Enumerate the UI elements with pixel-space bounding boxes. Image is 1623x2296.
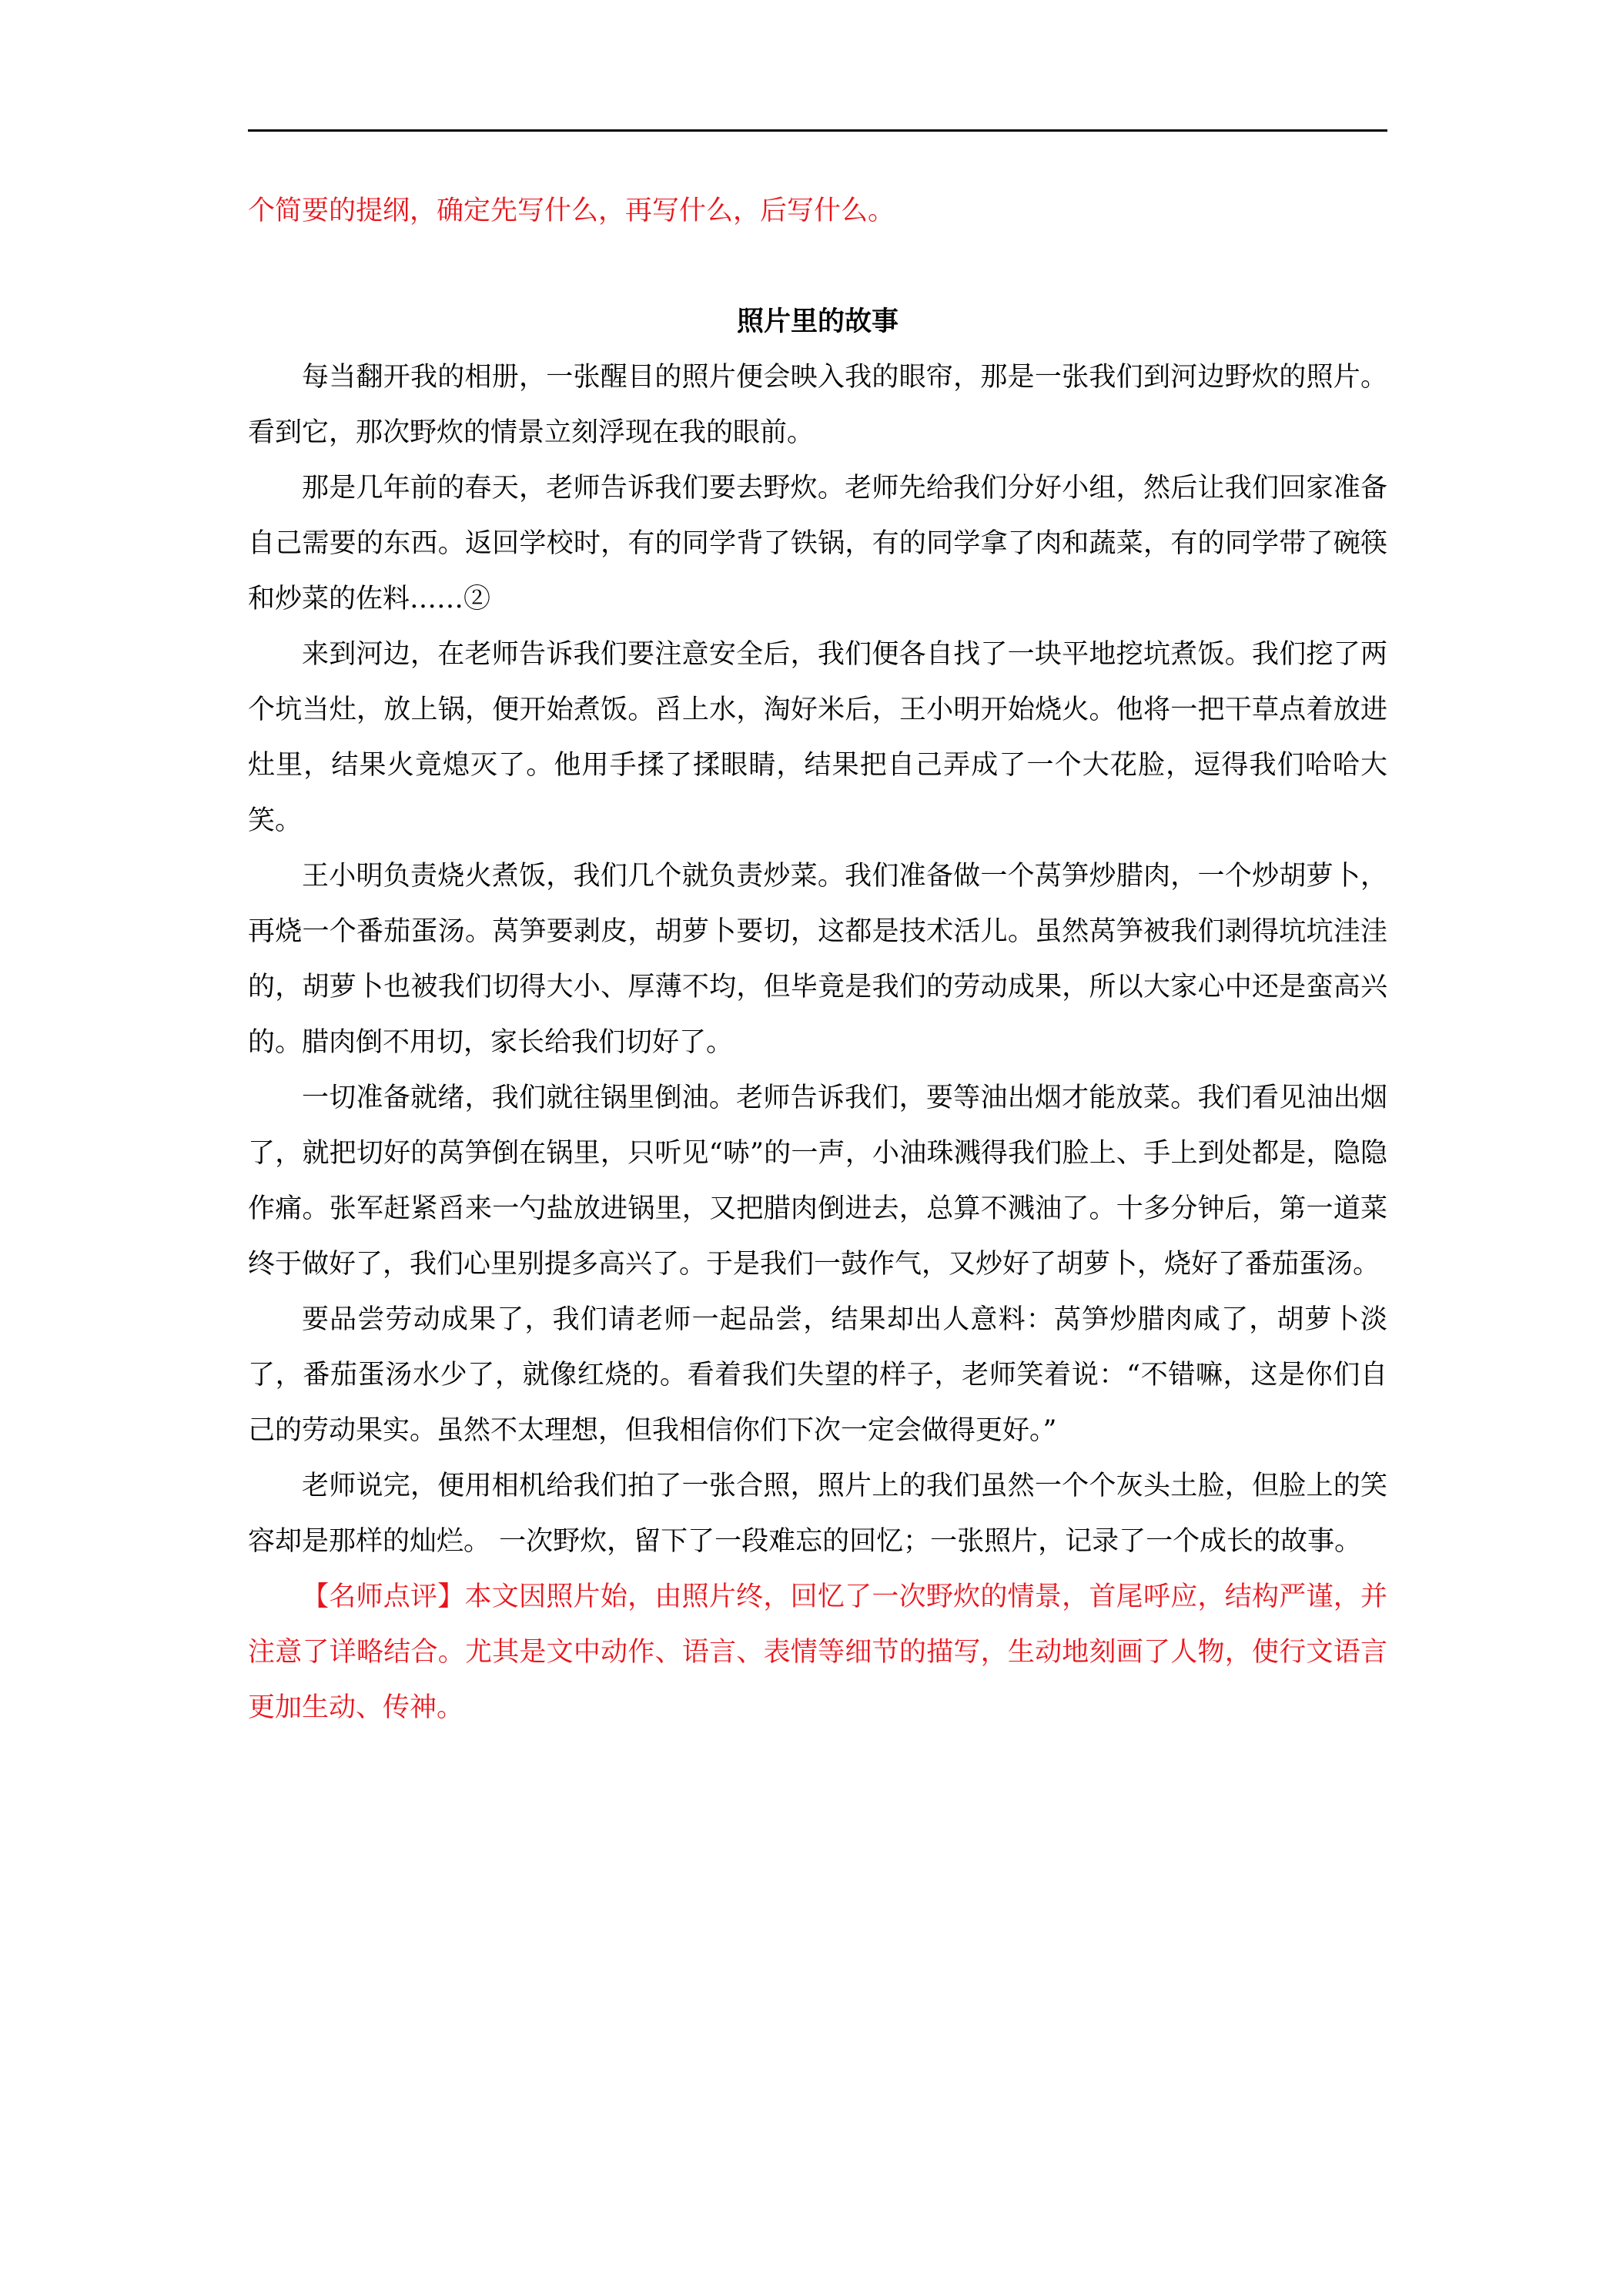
essay-paragraph: 王小明负责烧火煮饭，我们几个就负责炒菜。我们准备做一个莴笋炒腊肉，一个炒胡萝卜，再烧一个番茄蛋汤。莴笋要剥皮，胡萝卜要切，这都是技术活儿。虽然莴笋被我们剥得坑坑洼洼的，胡萝卜也被我们切得大小、厚薄不均，但毕竟是我们的劳动成果，所以大家心中还是蛮高兴的。腊肉倒不用切，家长给我们切好了。	[248, 861, 1387, 1058]
essay-paragraph: 老师说完，便用相机给我们拍了一张合照，照片上的我们虽然一个个灰头土脸，但脸上的笑容却是那样的灿烂。 一次野炊，留下了一段难忘的回忆；一张照片，记录了一个成长的故事。	[248, 1471, 1387, 1557]
essay-paragraph: 一切准备就绪，我们就往锅里倒油。老师告诉我们，要等油出烟才能放菜。我们看见油出烟了，就把切好的莴笋倒在锅里，只听见“哧”的一声，小油珠溅得我们脸上、手上到处都是，隐隐作痛。张军赶紧舀来一勺盐放进锅里，又把腊肉倒进去，总算不溅油了。十多分钟后，第一道菜终于做好了，我们心里别提多高兴了。于是我们一鼓作气，又炒好了胡萝卜，烧好了番茄蛋汤。	[248, 1083, 1387, 1280]
header-rule	[248, 129, 1387, 132]
intro-text: 个简要的提纲，确定先写什么，再写什么，后写什么。	[248, 196, 895, 226]
teacher-comment: 【名师点评】本文因照片始，由照片终，回忆了一次野炊的情景，首尾呼应，结构严谨，并注意了详略结合。尤其是文中动作、语言、表情等细节的描写，生动地刻画了人物，使行文语言更加生动、传神。	[248, 1581, 1387, 1723]
essay-paragraph: 要品尝劳动成果了，我们请老师一起品尝，结果却出人意料：莴笋炒腊肉咸了，胡萝卜淡了，番茄蛋汤水少了，就像红烧的。看着我们失望的样子，老师笑着说：“不错嘛，这是你们自己的劳动果实。虽然不太理想，但我相信你们下次一定会做得更好。”	[248, 1304, 1387, 1446]
essay-title: 照片里的故事	[736, 306, 899, 337]
essay-paragraph: 来到河边，在老师告诉我们要注意安全后，我们便各自找了一块平地挖坑煮饭。我们挖了两个坑当灶，放上锅，便开始煮饭。舀上水，淘好米后，王小明开始烧火。他将一把干草点着放进灶里，结果火竟熄灭了。他用手揉了揉眼睛，结果把自己弄成了一个大花脸，逗得我们哈哈大笑。	[248, 639, 1387, 836]
essay-paragraph: 那是几年前的春天，老师告诉我们要去野炊。老师先给我们分好小组，然后让我们回家准备自己需要的东西。返回学校时，有的同学背了铁锅，有的同学拿了肉和蔬菜，有的同学带了碗筷和炒菜的佐料……②	[248, 473, 1387, 614]
essay-paragraph: 每当翻开我的相册，一张醒目的照片便会映入我的眼帘，那是一张我们到河边野炊的照片。看到它，那次野炊的情景立刻浮现在我的眼前。	[248, 362, 1387, 448]
page-content	[248, 183, 1387, 1735]
